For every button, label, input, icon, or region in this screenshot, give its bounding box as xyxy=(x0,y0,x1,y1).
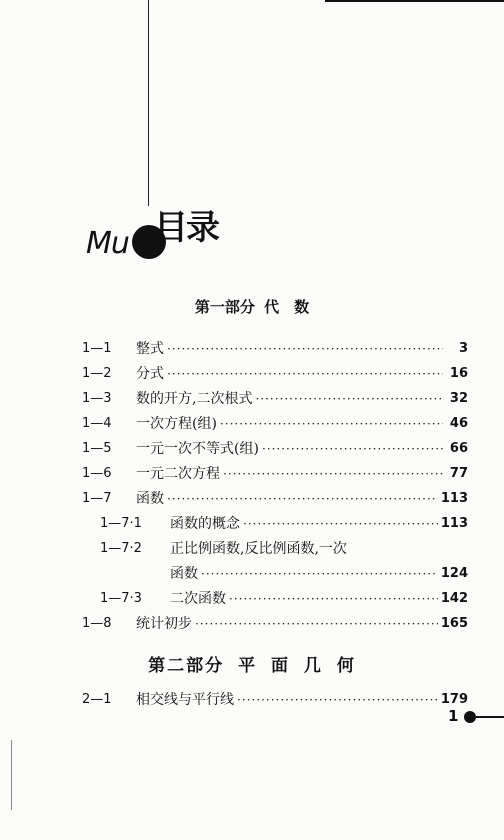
dot-leader xyxy=(167,490,438,508)
toc-entry[interactable] xyxy=(82,408,468,433)
entry-page: 113 xyxy=(440,516,468,531)
entry-title: 函数 xyxy=(136,491,164,507)
entry-title: 二次函数 xyxy=(170,591,226,607)
top-horizontal-rule xyxy=(325,0,504,2)
toc-entry[interactable] xyxy=(82,608,468,633)
entry-page: 46 xyxy=(449,416,468,431)
part2-title: 第二部分 平 面 几 何 xyxy=(148,656,356,676)
entry-title: 一元一次不等式(组) xyxy=(136,441,259,457)
entry-title: 数的开方,二次根式 xyxy=(136,391,253,407)
page-number-dot-icon xyxy=(464,711,476,723)
dot-leader xyxy=(229,590,438,608)
entry-page: 124 xyxy=(440,566,468,581)
entry-title: 统计初步 xyxy=(136,616,192,632)
entry-page: 16 xyxy=(449,366,468,381)
entry-page: 32 xyxy=(449,391,468,406)
page-title: 目录 xyxy=(154,208,218,248)
top-vertical-rule xyxy=(148,0,149,206)
entry-title: 一次方程(组) xyxy=(136,416,217,432)
toc-entry[interactable] xyxy=(82,684,468,709)
left-margin-rule xyxy=(11,740,12,810)
part1-title: 第一部分 代 数 xyxy=(194,298,310,316)
entry-title: 正比例函数,反比例函数,一次 xyxy=(170,541,347,557)
entry-title: 相交线与平行线 xyxy=(136,692,234,708)
dot-leader xyxy=(167,365,443,383)
entry-title: 函数的概念 xyxy=(170,516,240,532)
dot-leader xyxy=(220,415,443,433)
entry-number: 1—3 xyxy=(82,391,112,406)
dot-leader xyxy=(223,465,443,483)
entry-number: 1—7 xyxy=(82,491,112,506)
page-number: 1 xyxy=(448,707,459,725)
toc-subentry-continuation[interactable] xyxy=(82,558,468,583)
entry-number: 1—6 xyxy=(82,466,112,481)
entry-number: 1—1 xyxy=(82,341,112,356)
toc-subentry[interactable] xyxy=(82,583,468,608)
entry-number: 1—8 xyxy=(82,616,112,631)
entry-title: 一元二次方程 xyxy=(136,466,220,482)
page-number-rule xyxy=(476,716,504,718)
entry-page: 165 xyxy=(440,616,468,631)
entry-number: 1—5 xyxy=(82,441,112,456)
entry-title: 分式 xyxy=(136,366,164,382)
dot-leader xyxy=(262,440,443,458)
entry-page: 179 xyxy=(440,692,468,707)
title-mu-initials: Mu xyxy=(86,226,129,261)
entry-number: 1—7·1 xyxy=(100,516,142,531)
toc-subentry[interactable] xyxy=(82,533,468,558)
toc-title-block xyxy=(86,200,226,260)
toc-entry[interactable] xyxy=(82,483,468,508)
dot-leader xyxy=(201,565,438,583)
entry-title: 整式 xyxy=(136,341,164,357)
entry-number: 1—7·2 xyxy=(100,541,142,556)
toc-subentry[interactable] xyxy=(82,508,468,533)
dot-leader xyxy=(237,691,438,709)
entry-number: 1—4 xyxy=(82,416,112,431)
entry-page: 66 xyxy=(449,441,468,456)
toc-entry[interactable] xyxy=(82,333,468,358)
dot-leader xyxy=(167,340,443,358)
entry-title: 函数 xyxy=(170,566,198,582)
entry-page: 77 xyxy=(449,466,468,481)
entry-page: 3 xyxy=(458,341,468,356)
dot-leader xyxy=(243,515,438,533)
entry-number: 2—1 xyxy=(82,692,112,707)
toc-entry[interactable] xyxy=(82,433,468,458)
entry-number: 1—2 xyxy=(82,366,112,381)
entry-number: 1—7·3 xyxy=(100,591,142,606)
entry-page: 142 xyxy=(440,591,468,606)
toc-part1 xyxy=(82,333,468,633)
toc-entry[interactable] xyxy=(82,383,468,408)
entry-page: 113 xyxy=(440,491,468,506)
dot-leader xyxy=(195,615,438,633)
toc-part2 xyxy=(82,684,468,709)
toc-entry[interactable] xyxy=(82,458,468,483)
dot-leader xyxy=(255,390,443,408)
toc-entry[interactable] xyxy=(82,358,468,383)
